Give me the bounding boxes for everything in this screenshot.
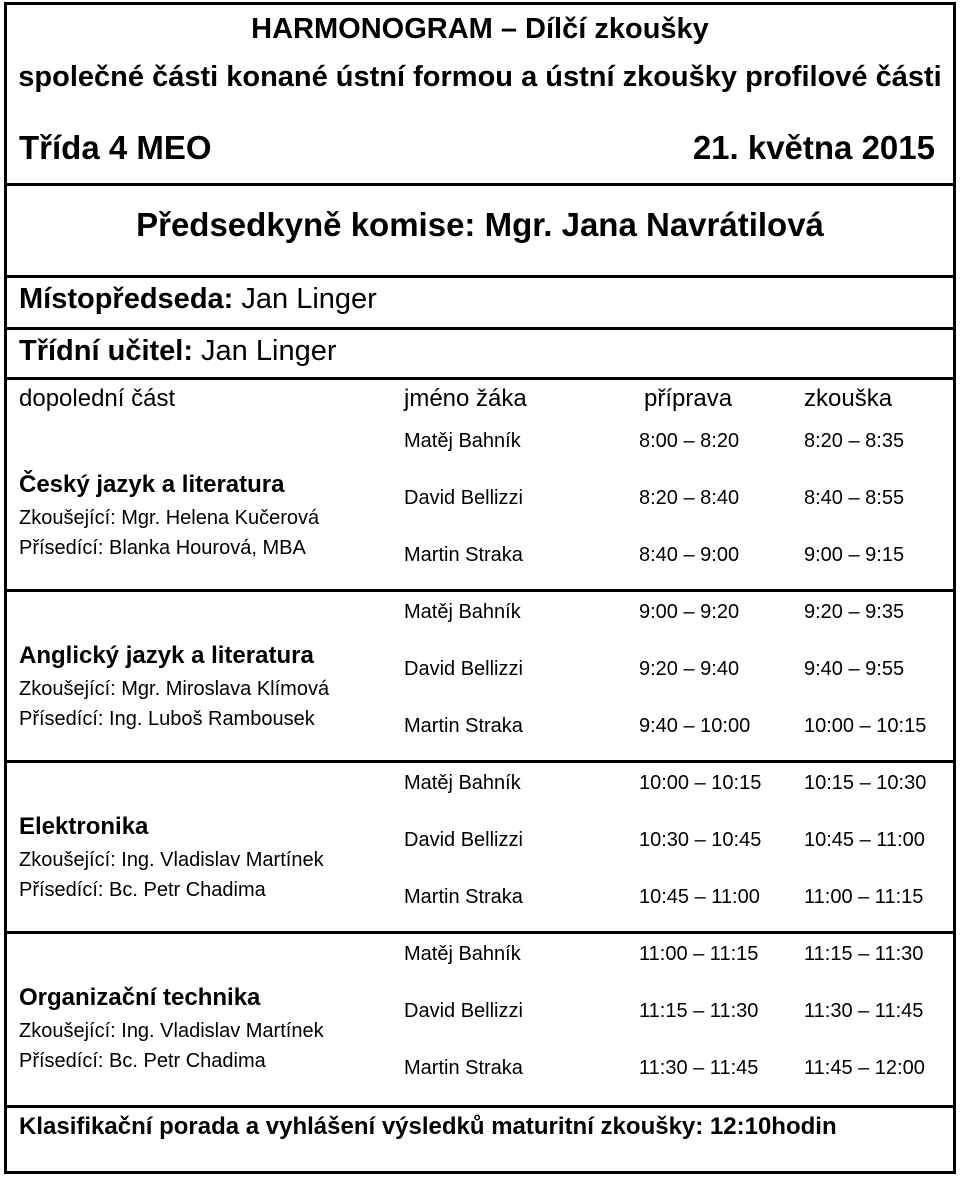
schedule-frame <box>4 2 956 1174</box>
student-name: David Bellizzi <box>404 487 523 509</box>
prep-time: 8:00 – 8:20 <box>639 430 740 452</box>
deputy-label: Místopředseda: <box>19 283 234 315</box>
student-name: Matěj Bahník <box>404 943 521 965</box>
divider <box>7 1105 953 1108</box>
subject-name: Český jazyk a literatura <box>19 471 285 498</box>
student-name: David Bellizzi <box>404 658 523 680</box>
subject-name: Anglický jazyk a literatura <box>19 642 314 669</box>
table-row <box>7 825 953 855</box>
student-name: David Bellizzi <box>404 1000 523 1022</box>
prep-time: 11:30 – 11:45 <box>639 1057 759 1079</box>
table-row <box>7 483 953 513</box>
table-row <box>7 1053 953 1083</box>
examiner: Zkoušející: Mgr. Miroslava Klímová <box>19 678 330 700</box>
prep-time: 11:00 – 11:15 <box>639 943 759 965</box>
page-subtitle: společné části konané ústní formou a ústní zkoušky profilové části <box>18 61 942 93</box>
class-label: Třída 4 MEO <box>19 129 212 166</box>
assessor: Přísedící: Bc. Petr Chadima <box>19 1050 266 1072</box>
exam-time: 10:15 – 10:30 <box>804 772 927 794</box>
table-row <box>7 996 953 1026</box>
exam-time: 11:15 – 11:30 <box>804 943 924 965</box>
committee-chair: Předsedkyně komise: Mgr. Jana Navrátilová <box>136 206 824 243</box>
prep-time: 11:15 – 11:30 <box>639 1000 759 1022</box>
divider <box>7 183 953 186</box>
table-row <box>7 426 953 456</box>
page-title: HARMONOGRAM – Dílčí zkoušky <box>251 13 709 45</box>
assessor: Přísedící: Bc. Petr Chadima <box>19 879 266 901</box>
prep-time: 10:00 – 10:15 <box>639 772 762 794</box>
exam-time: 9:40 – 9:55 <box>804 658 905 680</box>
divider <box>7 931 953 934</box>
exam-time: 8:20 – 8:35 <box>804 430 905 452</box>
table-row <box>7 597 953 627</box>
teacher-label: Třídní učitel: <box>19 335 193 367</box>
assessor: Přísedící: Blanka Hourová, MBA <box>19 537 306 559</box>
exam-time: 8:40 – 8:55 <box>804 487 905 509</box>
examiner: Zkoušející: Ing. Vladislav Martínek <box>19 1020 324 1042</box>
divider <box>7 327 953 330</box>
table-row <box>7 882 953 912</box>
student-name: Martin Straka <box>404 886 523 908</box>
prep-time: 9:00 – 9:20 <box>639 601 740 623</box>
column-header-section: dopolední část <box>19 385 176 412</box>
prep-time: 9:20 – 9:40 <box>639 658 740 680</box>
table-row <box>7 768 953 798</box>
examiner: Zkoušející: Mgr. Helena Kučerová <box>19 507 320 529</box>
student-name: Martin Straka <box>404 1057 523 1079</box>
divider <box>7 275 953 278</box>
column-header-student: jméno žáka <box>404 385 527 412</box>
table-row <box>7 540 953 570</box>
column-header-prep: příprava <box>644 385 733 412</box>
exam-time: 9:00 – 9:15 <box>804 544 905 566</box>
table-row <box>7 711 953 741</box>
exam-date: 21. května 2015 <box>692 129 935 166</box>
student-name: Matěj Bahník <box>404 430 521 452</box>
assessor: Přísedící: Ing. Luboš Rambousek <box>19 708 315 730</box>
subject-name: Elektronika <box>19 813 149 840</box>
student-name: Matěj Bahník <box>404 601 521 623</box>
column-header-exam: zkouška <box>804 385 893 412</box>
student-name: Matěj Bahník <box>404 772 521 794</box>
class-teacher <box>19 335 337 368</box>
subject-name: Organizační technika <box>19 984 261 1011</box>
exam-time: 10:00 – 10:15 <box>804 715 927 737</box>
prep-time: 9:40 – 10:00 <box>639 715 751 737</box>
student-name: Martin Straka <box>404 544 523 566</box>
prep-time: 10:45 – 11:00 <box>639 886 760 908</box>
class-date-row <box>19 129 935 167</box>
divider <box>7 377 953 380</box>
results-announcement: Klasifikační porada a vyhlášení výsledků maturitní zkoušky: 12:10hodin <box>19 1113 837 1140</box>
table-header <box>7 385 953 419</box>
examiner: Zkoušející: Ing. Vladislav Martínek <box>19 849 324 871</box>
exam-time: 11:45 – 12:00 <box>804 1057 925 1079</box>
student-name: David Bellizzi <box>404 829 523 851</box>
table-row <box>7 654 953 684</box>
divider <box>7 760 953 763</box>
exam-time: 11:30 – 11:45 <box>804 1000 924 1022</box>
exam-time: 9:20 – 9:35 <box>804 601 905 623</box>
deputy-chair <box>19 283 377 316</box>
divider <box>7 589 953 592</box>
student-name: Martin Straka <box>404 715 523 737</box>
exam-time: 10:45 – 11:00 <box>804 829 925 851</box>
deputy-name: Jan Linger <box>233 283 377 315</box>
prep-time: 8:40 – 9:00 <box>639 544 740 566</box>
exam-time: 11:00 – 11:15 <box>804 886 924 908</box>
teacher-name: Jan Linger <box>193 335 337 367</box>
prep-time: 10:30 – 10:45 <box>639 829 762 851</box>
table-row <box>7 939 953 969</box>
prep-time: 8:20 – 8:40 <box>639 487 740 509</box>
